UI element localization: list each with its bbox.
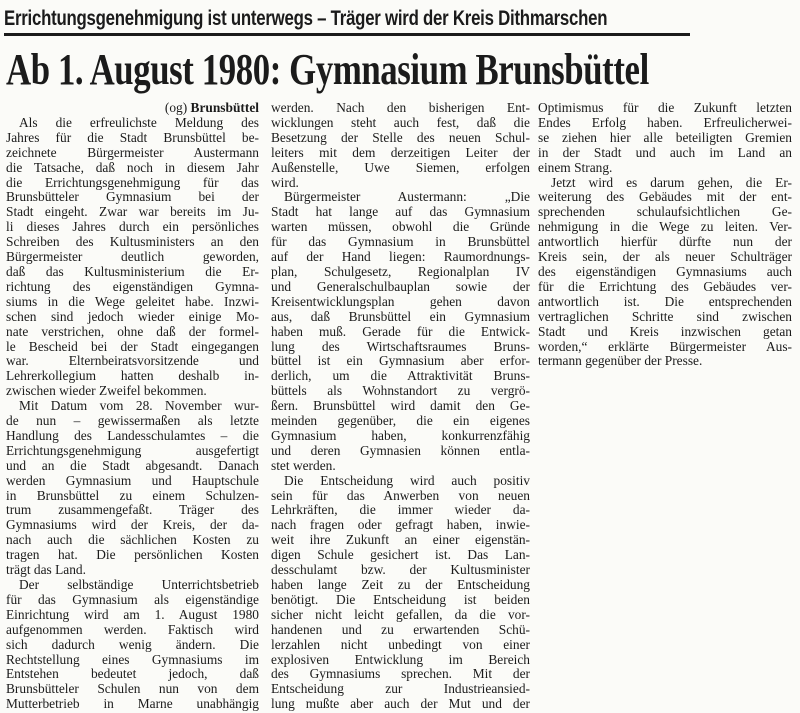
body-text-line: lung mußte aber auch der Mut und der: [271, 697, 530, 712]
body-text-line: auf der Hand liegen: Raumordnungs-: [271, 250, 530, 265]
body-text-line: antwortlich ist. Die entsprechenden: [538, 294, 792, 309]
body-text-line: sprechenden schulaufsichtlichen Ge-: [538, 205, 792, 220]
body-text-line: zwischen wieder Zweifel bekommen.: [6, 384, 207, 399]
article-column-1: [6, 101, 259, 712]
body-text-line: Als die erfreulichste Meldung des: [19, 115, 259, 130]
body-text-line: li dieses Jahres durch ein persönliches: [6, 220, 259, 235]
body-text-line: siums in die Wege geleitet habe. Inzwi-: [6, 294, 259, 309]
body-text-line: Entscheidung zur Industrieansied-: [271, 682, 530, 697]
body-text-line: Rechtstellung eines Gymnasiums im: [6, 652, 259, 667]
body-text-line: Der selbständige Unterrichtsbetrieb: [19, 578, 259, 592]
article-column-3: [538, 101, 792, 369]
body-text-line: in Brunsbüttel zu einem Schulzen-: [6, 488, 259, 503]
headline: Ab 1. August 1980: Gymnasium Brunsbüttel: [6, 45, 649, 94]
body-text-line: war. Elternbeiratsvorsitzende und: [6, 354, 259, 369]
body-text-line: richtung des eigenständigen Gymna-: [6, 279, 259, 294]
body-text-line: Optimismus für die Zukunft letzten: [538, 101, 792, 115]
body-text-line: büttel ist ein Gymnasium aber erfor-: [271, 354, 530, 369]
body-text-line: nach fragen oder gefragt haben, inwie-: [271, 518, 530, 533]
article-column-2: [271, 101, 530, 712]
byline-initials: (og): [164, 101, 191, 115]
body-text-line: weiterung des Gebäudes mit der ent-: [538, 190, 792, 205]
body-text-line: digen Schule gesichert ist. Das Lan-: [271, 548, 530, 563]
body-text-line: meinden gegenüber, die ein eigenes: [271, 414, 530, 429]
body-text-line: nate verstrichen, ohne daß der formel-: [6, 324, 259, 339]
body-text-line: Errichtungsgenehmigung ausgefertigt: [6, 443, 259, 458]
body-text-line: haben lange Zeit zu der Entscheidung: [271, 578, 530, 592]
kicker-headline: [4, 7, 758, 31]
body-text-line: sein für das Anwerben von neuen: [271, 488, 530, 503]
body-text-line: Mutterbetrieb in Marne unabhängig: [6, 697, 259, 712]
body-text-line: in der Stadt und auch im Land an: [538, 145, 792, 160]
body-text-line: und Generalschulbauplan sowie der: [271, 279, 530, 294]
body-text-line: zeichnete Bürgermeister Austermann: [6, 145, 259, 160]
body-text-line: antwortlich hierfür dürfte nun der: [538, 235, 792, 250]
body-text-line: warten müssen, obwohl die Gründe: [271, 220, 530, 235]
body-text-line: lung des Wirtschaftsraumes Bruns-: [271, 339, 530, 354]
body-text-line: Außenstelle, Uwe Siemen, erfolgen: [271, 160, 530, 175]
body-text-line: des Gymnasiums sprechen. Mit der: [271, 667, 530, 682]
body-text-line: werden. Nach den bisherigen Ent-: [271, 101, 530, 115]
body-text-line: Kreisentwicklungsplan gehen davon: [271, 294, 530, 309]
body-text-line: sich dadurch wenig ändern. Die: [6, 637, 259, 652]
body-text-line: Handlung des Landesschulamtes – die: [6, 428, 259, 443]
body-text-line: ßern. Brunsbüttel wird damit den Ge-: [271, 399, 530, 414]
body-text-line: Besetzung der Stelle des neuen Schul-: [271, 130, 530, 145]
body-text-line: Stadt eingeht. Zwar war bereits im Ju-: [6, 205, 259, 220]
body-text-line: Stadt und Kreis inzwischen getan: [538, 324, 792, 339]
body-text-line: lerzahlen nicht unbedingt von einer: [271, 637, 530, 652]
body-text-line: desschulamt bzw. der Kultusminister: [271, 563, 530, 578]
body-text-line: Kreis sein, der als neuer Schulträger: [538, 250, 792, 265]
body-text-line: des eigenständigen Gymnasiums auch: [538, 264, 792, 279]
body-text-line: trum zusammengefaßt. Träger des: [6, 503, 259, 518]
body-text-line: für das Gymnasium als eigenständige: [6, 592, 259, 607]
body-text-line: Jahres für die Stadt Brunsbüttel be-: [6, 130, 259, 145]
body-text-line: sicher nicht leicht gefallen, da die vor-: [271, 607, 530, 622]
body-text-line: die Tatsache, daß noch in diesem Jahr: [6, 160, 259, 175]
body-text-line: daß das Kultusministerium die Er-: [6, 264, 259, 279]
body-text-line: Bürgermeister Austermann: „Die: [284, 190, 530, 205]
body-text-line: Entstehen bedeutet jedoch, daß: [6, 667, 259, 682]
body-text-line: wird.: [271, 175, 299, 190]
body-text-line: Jetzt wird es darum gehen, die Er-: [551, 175, 792, 190]
body-text-line: worden,“ erklärte Bürgermeister Aus-: [538, 339, 792, 354]
body-text-line: vertraglichen Schritte sind zwischen: [538, 309, 792, 324]
body-text-line: büttels als Wohnstandort zu vergrö-: [271, 384, 530, 399]
body-text-line: Gymnasiums wird der Kreis, der da-: [6, 518, 259, 533]
kicker-text: Errichtungsgenehmigung ist unterwegs – Träger wird der Kreis Dithmarschen: [4, 7, 608, 30]
body-text-line: aus, daß Brunsbüttel ein Gymnasium: [271, 309, 530, 324]
body-text-line: wicklungen steht auch fest, daß die: [271, 115, 530, 130]
body-text-line: einem Strang.: [538, 160, 613, 175]
body-text-line: Einrichtung wird am 1. August 1980: [6, 607, 259, 622]
kicker-underline: [4, 33, 690, 36]
body-text-line: handenen und zu erwartenden Schü-: [271, 622, 530, 637]
body-text-line: Bürgermeister deutlich geworden,: [6, 250, 259, 265]
body-text-line: und deren Gymnasien können entla-: [271, 443, 530, 458]
body-text-line: explosiven Entwicklung im Bereich: [271, 652, 530, 667]
body-text-line: für die Errichtung des Gebäudes ver-: [538, 279, 792, 294]
body-text-line: se ziehen hier alle beteiligten Gremien: [538, 130, 792, 145]
body-text-line: leiters mit dem derzeitigen Leiter der: [271, 145, 530, 160]
body-text-line: Lehrkräften, die immer wieder da-: [271, 503, 530, 518]
body-text-line: Mit Datum vom 28. November wur-: [19, 399, 259, 414]
body-text-line: aufgenommen werden. Faktisch wird: [6, 622, 259, 637]
body-text-line: werden Gymnasium und Hauptschule: [6, 473, 259, 488]
body-text-line: und an die Stadt abgesandt. Danach: [6, 458, 259, 473]
body-text-line: Endes Erfolg haben. Erfreulicherwei-: [538, 115, 792, 130]
body-text-line: Stadt hat lange auf das Gymnasium: [271, 205, 530, 220]
body-text-line: plan, Schulgesetz, Regionalplan IV: [271, 264, 530, 279]
body-text-line: Gymnasium haben, konkurrenzfähig: [271, 428, 530, 443]
body-text-line: weit ihre Zukunft an einer eigenstän-: [271, 533, 530, 548]
body-text-line: tragen hat. Die persönlichen Kosten: [6, 548, 259, 563]
body-text-line: de nun – gewissermaßen als letzte: [6, 414, 259, 429]
body-text-line: Lehrerkollegium hatten deshalb in-: [6, 369, 259, 384]
body-text-line: Schreiben des Kultusministers an den: [6, 235, 259, 250]
byline-location: Brunsbüttel: [190, 101, 259, 115]
body-text-line: Die Entscheidung wird auch positiv: [284, 473, 530, 488]
body-text-line: derlich, um die Attraktivität Bruns-: [271, 369, 530, 384]
body-text-line: Brunsbütteler Schulen nun von dem: [6, 682, 259, 697]
body-text-line: le Bescheid bei der Stadt eingegangen: [6, 339, 259, 354]
byline: [6, 101, 259, 116]
body-text-line: benötigt. Die Entscheidung ist beiden: [271, 592, 530, 607]
body-text-line: nach auch die sächlichen Kosten zu: [6, 533, 259, 548]
body-text-line: haben muß. Gerade für die Entwick-: [271, 324, 530, 339]
body-text-line: die Errichtungsgenehmigung für das: [6, 175, 259, 190]
body-text-line: für das Gymnasium in Brunsbüttel: [271, 235, 530, 250]
body-text-line: schen sind jedoch wieder einige Mo-: [6, 309, 259, 324]
body-text-line: Brunsbütteler Gymnasium bei der: [6, 190, 259, 205]
body-text-line: trägt das Land.: [6, 563, 86, 578]
body-text-line: stet werden.: [271, 458, 336, 473]
body-text-line: nehmigung in die Wege zu leiten. Ver-: [538, 220, 792, 235]
body-text-line: termann gegenüber der Presse.: [538, 354, 703, 369]
